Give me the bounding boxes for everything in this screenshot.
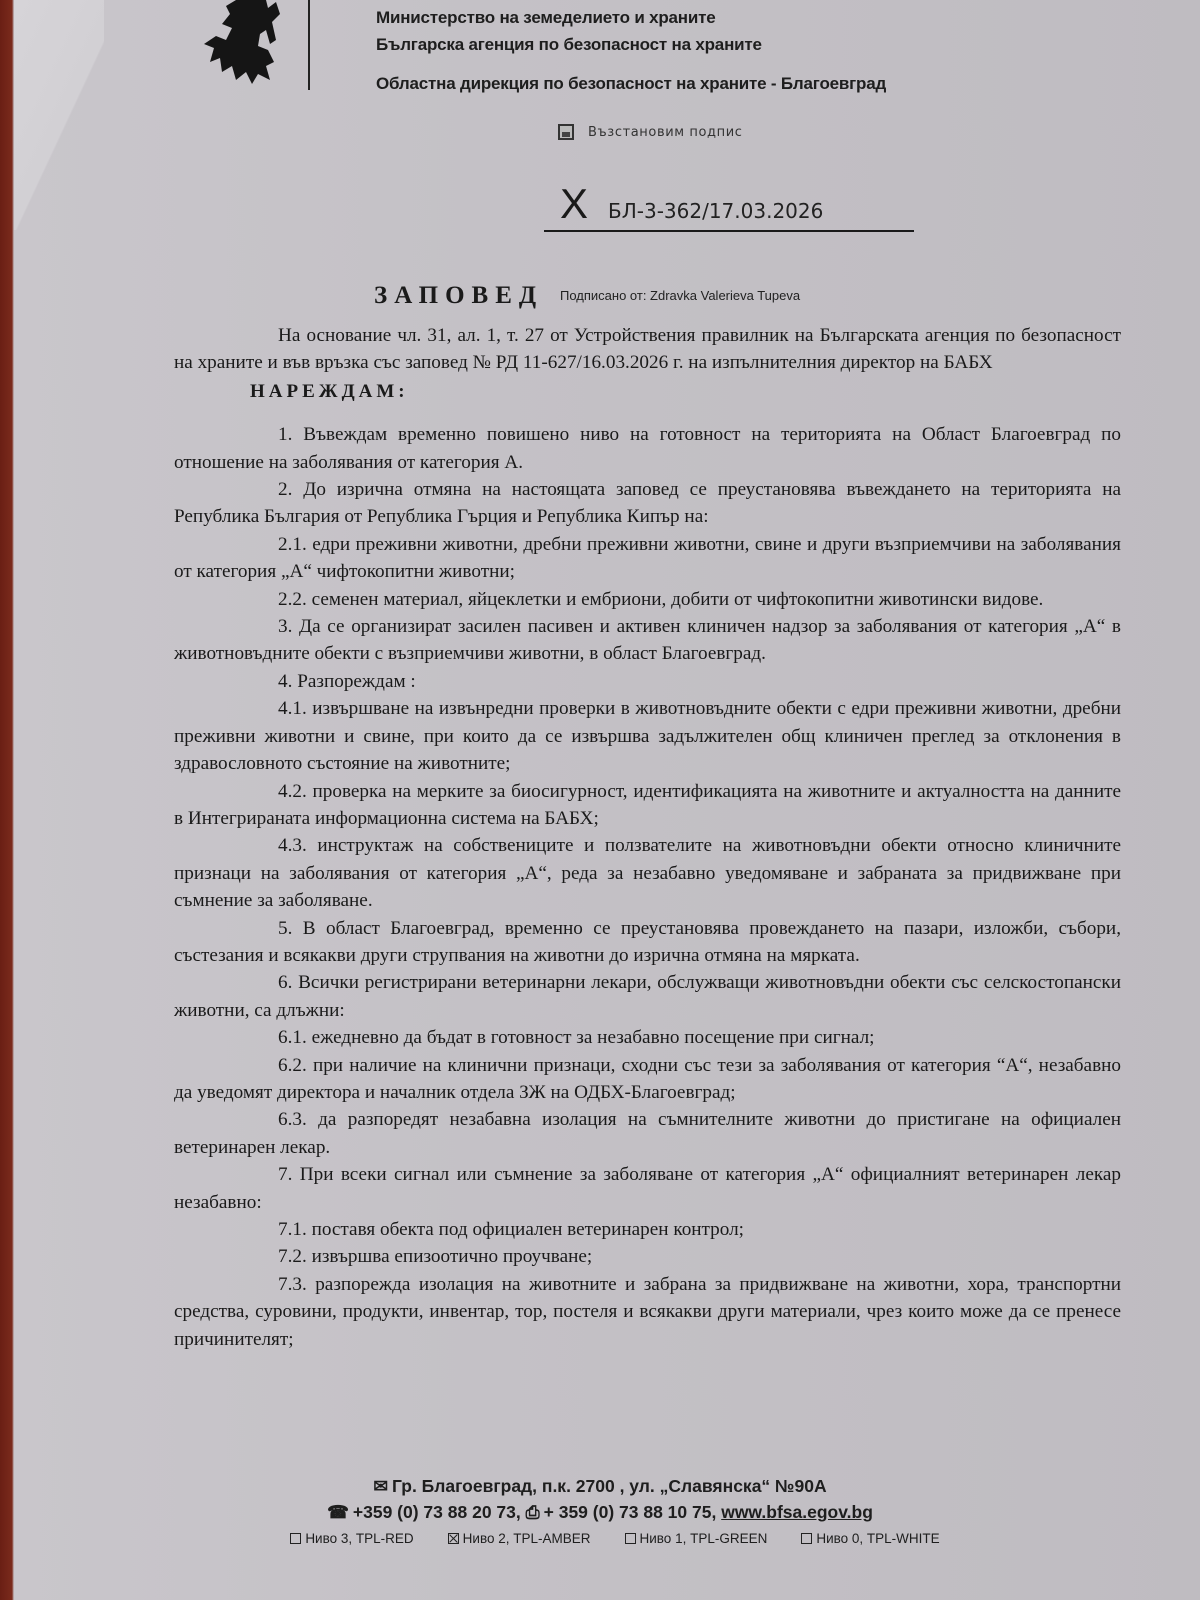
checkbox-icon bbox=[290, 1533, 301, 1544]
paragraph: 5. В област Благоевград, временно се преустановява провеждането на пазари, изложби, събори, състезания и всякакви други струпвания на животни до изрична отмяна на мярката. bbox=[174, 917, 1121, 966]
phone-icon: ☎ bbox=[327, 1502, 349, 1522]
paragraph: 4.3. инструктаж на собствениците и ползвателите на животновъдни обекти относно клиничните признаци на заболявания от категория „А“, реда за незабавно уведомяване и забраната за придвижване при съмнение за заболяване. bbox=[174, 835, 1121, 912]
paragraph: 2. До изрична отмяна на настоящата заповед се преустановява въвеждането на територията на Република България от Република Гърция и Република Кипър на: bbox=[174, 479, 1121, 528]
paragraph: 6.3. да разпоредят незабавна изолация на съмнителните животни до пристигане на официален ветеринарен лекар. bbox=[174, 1109, 1121, 1158]
signature-mark: X bbox=[560, 180, 589, 227]
restorable-signature bbox=[558, 124, 743, 140]
checkbox-icon bbox=[801, 1533, 812, 1544]
header-divider bbox=[308, 0, 310, 90]
paragraph: 2.1. едри преживни животни, дребни преживни животни, свине и други възприемчиви на заболявания от категория „А“ чифтокопитни животни; bbox=[174, 533, 1121, 583]
paragraph: 2.2. семенен материал, яйцеклетки и ембриони, добити от чифтокопитни животински видове. bbox=[278, 588, 1044, 610]
checkbox-icon bbox=[625, 1533, 636, 1544]
phone-number: +359 (0) 73 88 20 73, bbox=[352, 1502, 521, 1522]
signature-image-icon bbox=[558, 124, 574, 140]
paragraph: 4.2. проверка на мерките за биосигурност, идентификацията на животните и актуалността на данните в Интегрираната информационна система на БАБХ; bbox=[174, 780, 1121, 829]
footer-contacts bbox=[0, 1502, 1200, 1523]
paragraph: 6.1. ежедневно да бъдат в готовност за незабавно посещение при сигнал; bbox=[278, 1027, 875, 1049]
lion-emblem-icon bbox=[196, 0, 292, 86]
ministry-name: Министерство на земеделието и храните bbox=[376, 8, 716, 27]
paragraph: 7.1. поставя обекта под официален ветеринарен контрол; bbox=[278, 1219, 745, 1240]
document-body bbox=[174, 322, 1121, 1353]
tlp-red-option[interactable] bbox=[290, 1531, 413, 1546]
document-title: ЗАПОВЕД bbox=[374, 282, 544, 309]
agency-name: Българска агенция по безопасност на храните bbox=[376, 35, 762, 54]
tlp-white-option[interactable] bbox=[801, 1531, 939, 1546]
restorable-signature-label: Възстановим подпис bbox=[588, 124, 743, 140]
paragraph: 4.1. извършване на извънредни проверки в животновъдните обекти с едри преживни животни, дребни преживни животни и свине, при които да се извършва задължителен общ клиничен преглед за отклонения в здравословното състояние на животните; bbox=[174, 698, 1121, 775]
paragraph: 7.3. разпорежда изолация на животните и забрана за придвижване на животни, хора, транспортни средства, суровини, продукти, инвентар, тор, постеля и всякакви други материали, чрез които може да се пренесе причинителят; bbox=[174, 1273, 1121, 1350]
tlp-label: Ниво 3, TPL-RED bbox=[305, 1531, 414, 1546]
paragraph: 7.2. извършва епизоотично проучване; bbox=[278, 1246, 593, 1268]
directorate-name: Областна дирекция по безопасност на храните - Благоевград bbox=[376, 74, 887, 93]
signed-by: Подписано от: Zdravka Valerieva Tupeva bbox=[560, 288, 801, 303]
tlp-label: Ниво 0, TPL-WHITE bbox=[816, 1531, 940, 1546]
website-link[interactable]: www.bfsa.egov.bg bbox=[721, 1502, 873, 1522]
signature-line bbox=[544, 230, 914, 232]
fax-icon: ⎙ bbox=[525, 1502, 540, 1522]
paragraph: 6.2. при наличие на клинични признаци, сходни със тези за заболявания от категория “А“, незабавно да уведомят директора и началник отдела ЗЖ на ОДБХ-Благоевград; bbox=[174, 1054, 1121, 1103]
tlp-classification bbox=[0, 1531, 1200, 1546]
registration-number: БЛ-3-362/17.03.2026 bbox=[608, 199, 824, 223]
paragraph: 7. При всеки сигнал или съмнение за заболяване от категория „А“ официалният ветеринарен лекар незабавно: bbox=[174, 1164, 1121, 1213]
paragraph: 6. Всички регистрирани ветеринарни лекари, обслужващи животновъдни обекти със селскостопански животни, са длъжни: bbox=[174, 972, 1121, 1021]
envelope-icon: ✉ bbox=[373, 1476, 388, 1496]
order-heading: НАРЕЖДАМ: bbox=[250, 380, 409, 402]
preamble: На основание чл. 31, ал. 1, т. 27 от Устройствения правилник на Българската агенция по безопасност на храните и във връзка със заповед № РД 11-627/16.03.2026 г. на изпълнителния директор на БАБХ bbox=[174, 325, 1121, 374]
address-text: Гр. Благоевград, п.к. 2700 , ул. „Славянска“ №90А bbox=[392, 1476, 827, 1496]
tlp-green-option[interactable] bbox=[625, 1531, 768, 1546]
tlp-amber-option[interactable] bbox=[448, 1531, 591, 1546]
paragraph: 3. Да се организират засилен пасивен и активен клиничен надзор за заболявания от категория „А“ в животновъдните обекти с възприемчиви животни, в област Благоевград. bbox=[174, 616, 1121, 665]
paragraph: 4. Разпореждам : bbox=[278, 670, 416, 692]
tlp-label: Ниво 1, TPL-GREEN bbox=[639, 1531, 768, 1546]
fax-number: + 359 (0) 73 88 10 75, bbox=[543, 1502, 717, 1522]
footer-address bbox=[0, 1476, 1200, 1497]
tlp-label: Ниво 2, TPL-AMBER bbox=[462, 1531, 591, 1546]
checkbox-checked-icon bbox=[448, 1533, 459, 1544]
paragraph: 1. Въвеждам временно повишено ниво на готовност на територията на Област Благоевград по отношение на заболявания от категория А. bbox=[174, 424, 1121, 473]
